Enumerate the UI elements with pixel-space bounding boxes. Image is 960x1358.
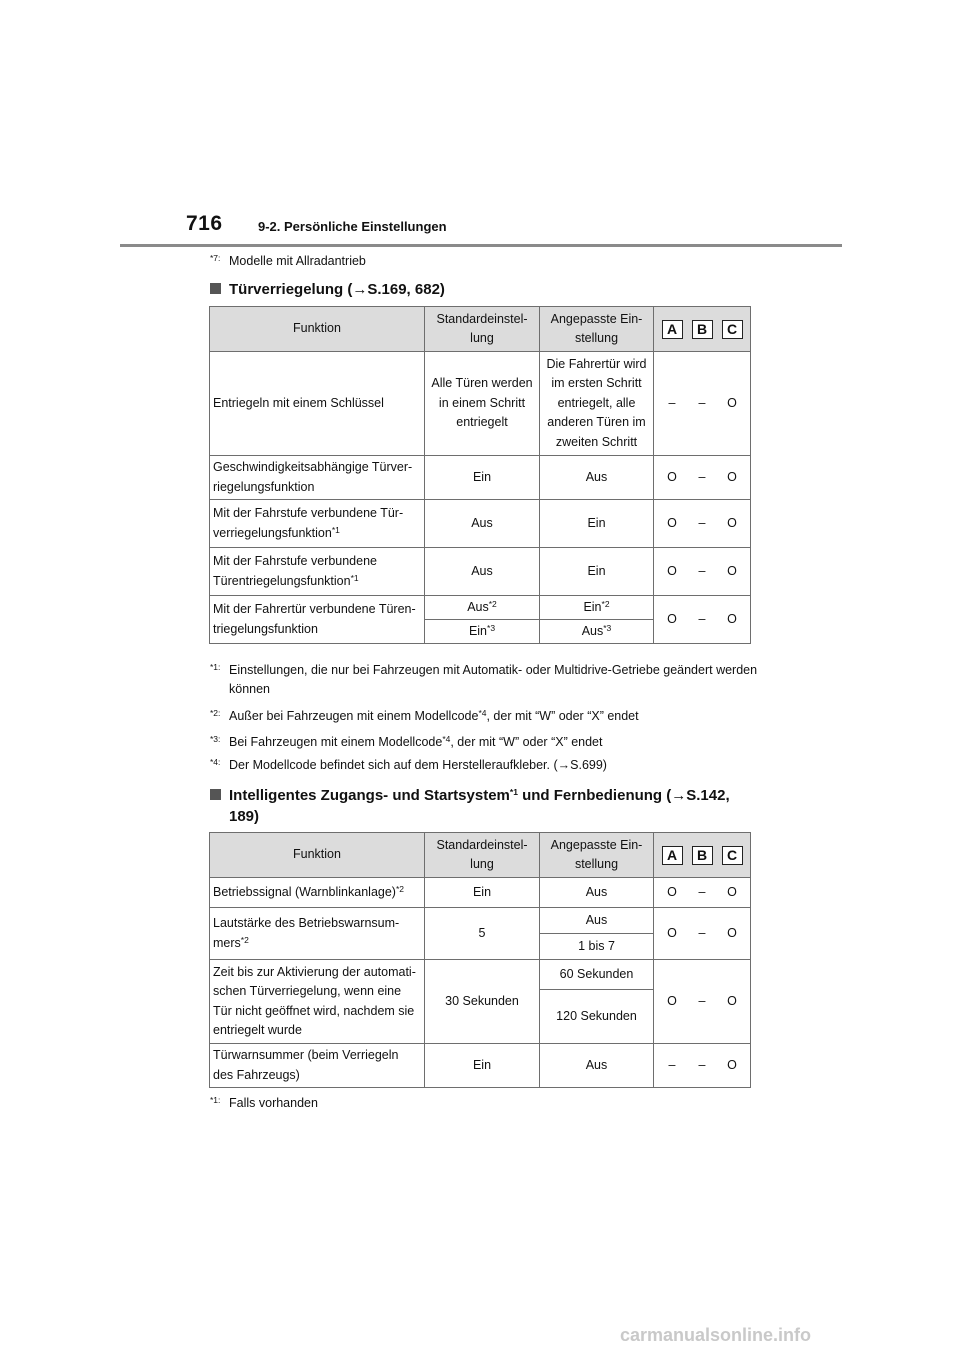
footnote-4: $^{*4:}$ Der Modellcode befindet sich auf dem Herstelleraufkleber. (→S.699) [210,757,607,772]
col-a-box: A [662,846,683,865]
square-bullet-icon [210,789,221,800]
table-row: Betriebssignal (Warnblinkanlage)$^{*2}$ Ein Aus O – O [210,878,751,908]
table2-heading: Intelligentes Zugangs- und Startsystem$^{*1}$ und Fernbedienung (→S.142, 189) [210,785,750,827]
table-row: Türwarnsummer (beim Verriegeln des Fahrzeugs) Ein Aus – – O [210,1044,751,1088]
table-row: Lautstärke des Betriebswarnsum- mers$^{*2}$ 5 Aus O – O [210,908,751,934]
table1-heading: Türverriegelung (→S.169, 682) [210,279,750,300]
table-row: Mit der Fahrstufe verbundene Türentriegelungsfunktion$^{*1}$ Aus Ein O – O [210,548,751,596]
section-title: 9-2. Persönliche Einstellungen [258,219,447,234]
table-row: Geschwindigkeitsabhängige Türver- riegelungsfunktion Ein Aus O – O [210,456,751,500]
col-header-abc [654,307,751,352]
watermark: carmanualsonline.info [620,1325,812,1345]
col-a-box: A [662,320,683,339]
table-header-row [210,307,751,352]
footnote-falls-vorhanden: $^{*1:}$ Falls vorhanden [210,1095,318,1110]
table-row: Mit der Fahrertür verbundene Türen- triegelungsfunktion Aus$^{*2}$ Ein$^{*2}$ O – O [210,596,751,620]
col-header-abc [654,833,751,878]
col-header-function: Funktion [210,833,425,878]
square-bullet-icon [210,283,221,294]
col-header-custom: Angepasste Ein- stellung [540,833,654,878]
table-header-row [210,833,751,878]
col-header-custom: Angepasste Ein- stellung [540,307,654,352]
footnote-1: $^{*1:}$ Einstellungen, die nur bei Fahrzeugen mit Automatik- oder Multidrive-Getriebe geändert werden können [210,662,758,696]
table-row: Mit der Fahrstufe verbundene Tür- verriegelungsfunktion$^{*1}$ Aus Ein O – O [210,500,751,548]
footnote-2: $^{*2:}$ Außer bei Fahrzeugen mit einem Modellcode$^{*4}$, der mit “W” oder “X” endet [210,708,639,723]
door-lock-table [209,306,751,644]
col-header-default: Standardeinstel- lung [425,833,540,878]
table-row: Ein$^{*3}$ Aus$^{*3}$ [210,620,751,644]
table-row: 1 bis 7 [210,934,751,960]
table-row: 120 Sekunden [210,990,751,1044]
smart-key-table [209,832,751,1088]
page-number: 716 [186,212,223,235]
col-header-default: Standardeinstel- lung [425,307,540,352]
col-header-function: Funktion [210,307,425,352]
table-row: Zeit bis zur Aktivierung der automati- schen Türverriegelung, wenn eine Tür nicht geöffnet wird, nachdem sie entriegelt wurde 30 Sekunden 60 Sekunden O – O [210,960,751,990]
col-c-box: C [722,846,743,865]
col-b-box: B [692,846,713,865]
table-row: Entriegeln mit einem Schlüssel Alle Türen werden in einem Schritt entriegelt Die Fahrertür wird im ersten Schritt entriegelt, alle anderen Türen im zweiten Schritt – – O [210,352,751,456]
footnote-3: $^{*3:}$ Bei Fahrzeugen mit einem Modellcode$^{*4}$, der mit “W” oder “X” endet [210,734,603,749]
header-rule [120,244,842,247]
footnote-7: $^{*7:}$ Modelle mit Allradantrieb [210,253,366,268]
col-c-box: C [722,320,743,339]
col-b-box: B [692,320,713,339]
